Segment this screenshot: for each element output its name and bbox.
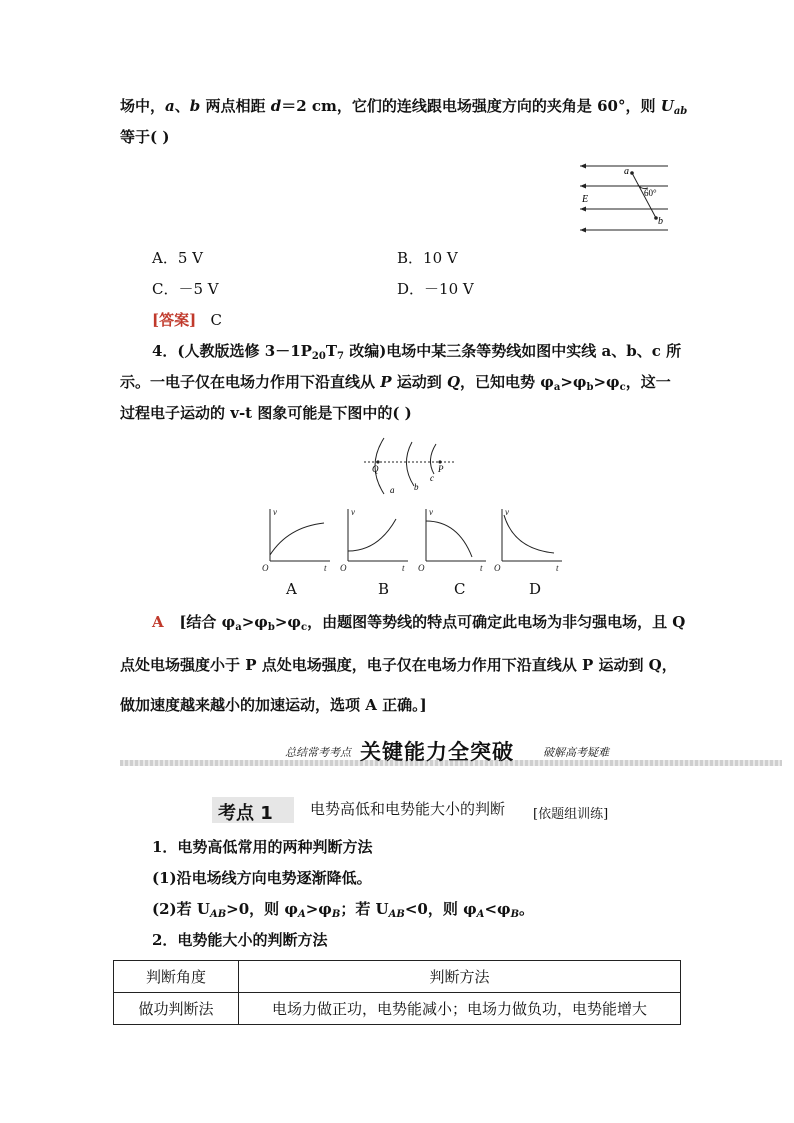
axis-v-C: v: [429, 507, 433, 517]
equipotential-c: [430, 444, 436, 474]
vt-graphs: [258, 505, 568, 575]
label-angle: 60°: [644, 188, 657, 198]
graph-C: [426, 509, 486, 561]
arrowhead-3: [580, 207, 586, 212]
graph-A: [270, 509, 330, 561]
point-a: [630, 171, 634, 175]
section-tag: 考点 1: [218, 803, 273, 824]
point-2-heading: 2．电势能大小的判断方法: [152, 931, 328, 949]
method-table: [113, 960, 681, 1025]
answer-value: C: [210, 311, 222, 329]
banner-left: 总结常考考点: [285, 746, 351, 759]
curve-C: [426, 521, 472, 557]
point-1-heading: 1．电势高低常用的两种判断方法: [152, 838, 373, 856]
q4-line-3: 过程电子运动的 v-t 图象可能是下图中的( ): [120, 404, 412, 422]
label-P: P: [438, 464, 444, 474]
table-cell-angle: 做功判断法: [114, 993, 239, 1025]
arrowhead-1: [580, 164, 586, 169]
point-1-2: (2)若 $U_{AB}>0$，则 $\varphi_A>\varphi_B$；若 $U_{AB}<0$，则 $\varphi_A<\varphi_B$。: [152, 900, 535, 920]
solution-line-3: 做加速度越来越小的加速运动，选项 A 正确。]: [120, 696, 427, 714]
solution-line-1: A [结合 $\varphi_a>\varphi_b>\varphi_c$，由题图等势线的特点可确定此电场为非匀强电场，且 Q: [152, 613, 686, 633]
origin-B: O: [340, 563, 347, 573]
origin-A: O: [262, 563, 269, 573]
label-Q: Q: [372, 464, 379, 474]
axis-t-A: t: [324, 563, 327, 573]
label-a: a: [624, 166, 629, 177]
q3-line-1: 场中，a、b 两点相距 d＝2 cm，它们的连线跟电场强度方向的夹角是 60°，则 $U_{ab}$: [120, 97, 688, 117]
q4-line-1: 4．(人教版选修 $3-1P_{20}T_7$ 改编)电场中某三条等势线如图中实线 a、b、c 所: [152, 342, 682, 362]
field-lines-figure: [572, 158, 672, 236]
table-row: [114, 993, 681, 1025]
arrowhead-4: [580, 228, 586, 233]
graph-label-B: B: [378, 580, 390, 598]
option-D: D．－10 V: [397, 280, 474, 298]
equipotential-figure: [360, 436, 460, 498]
axis-v-A: v: [273, 507, 277, 517]
arrowhead-2: [580, 184, 586, 189]
label-b: b: [658, 216, 663, 227]
origin-D: O: [494, 563, 501, 573]
q3-line-2: 等于( ): [120, 128, 170, 146]
graph-label-C: C: [454, 580, 466, 598]
banner-title: 关键能力全突破: [360, 740, 514, 764]
axis-v-B: v: [351, 507, 355, 517]
solution-line-2: 点处电场强度小于 P 点处电场强度，电子仅在电场力作用下沿直线从 P 运动到 Q，: [120, 656, 677, 674]
label-a: a: [390, 485, 395, 495]
q4-line-2: 示。一电子仅在电场力作用下沿直线从 P 运动到 Q，已知电势 $\varphi_a>\varphi_b>\varphi_c$，这一: [120, 373, 671, 393]
banner-right: 破解高考疑难: [543, 746, 609, 759]
table-header-method: 判断方法: [239, 961, 681, 993]
axis-t-D: t: [556, 563, 559, 573]
section-note: [依题组训练]: [533, 807, 609, 822]
label-b: b: [414, 482, 419, 492]
graph-D: [502, 509, 562, 561]
curve-D: [504, 515, 554, 553]
axis-v-D: v: [505, 507, 509, 517]
graph-B: [348, 509, 408, 561]
section-title: 电势高低和电势能大小的判断: [310, 800, 506, 818]
point-1-1: (1)沿电场线方向电势逐渐降低。: [152, 869, 372, 887]
option-C: C．－5 V: [152, 280, 219, 298]
table-header-row: [114, 961, 681, 993]
axis-t-B: t: [402, 563, 405, 573]
curve-B: [348, 519, 396, 551]
table-cell-method: 电场力做正功，电势能减小；电场力做负功，电势能增大: [239, 993, 681, 1025]
curve-A: [270, 523, 324, 555]
graph-label-D: D: [529, 580, 542, 598]
axis-t-C: t: [480, 563, 483, 573]
answer-label: [答案]: [152, 311, 197, 329]
answer-line: [152, 313, 222, 328]
graph-label-A: A: [286, 580, 297, 598]
table-header-angle: 判断角度: [114, 961, 239, 993]
label-E: E: [582, 194, 589, 205]
origin-C: O: [418, 563, 425, 573]
equipotential-b: [406, 442, 414, 486]
label-c: c: [430, 473, 434, 483]
option-B: B．10 V: [397, 249, 458, 267]
option-A: A．5 V: [152, 249, 203, 267]
